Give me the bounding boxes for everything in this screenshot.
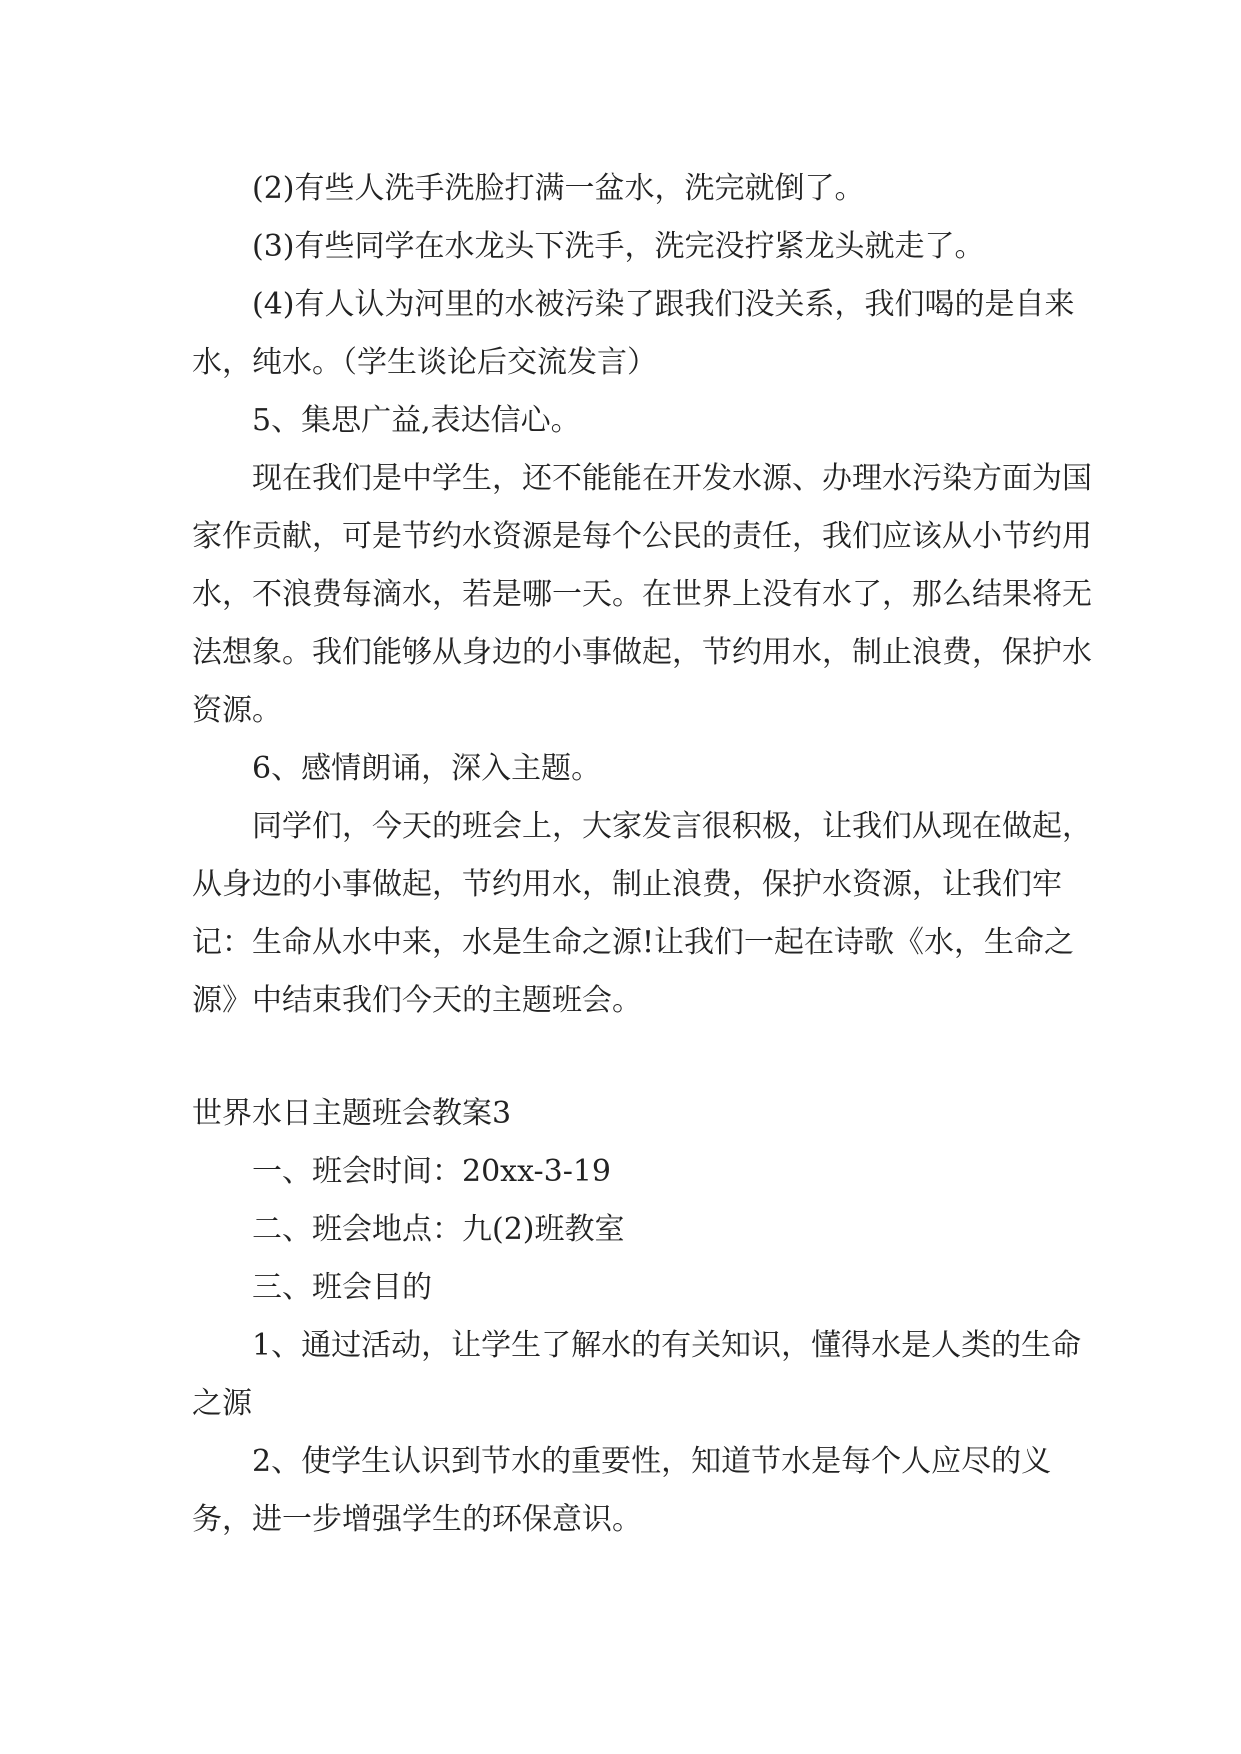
paragraph: (4)有人认为河里的水被污染了跟我们没关系，我们喝的是自来水，纯水。（学生谈论后交流发言） xyxy=(192,287,1075,380)
paragraph: 二、班会地点：九(2)班教室 xyxy=(252,1212,625,1247)
section-spacer xyxy=(192,1030,1092,1085)
section-title: 世界水日主题班会教案3 xyxy=(192,1096,512,1131)
paragraph: 2、使学生认识到节水的重要性，知道节水是每个人应尽的义务，进一步增强学生的环保意识。 xyxy=(192,1444,1052,1537)
paragraph: 现在我们是中学生，还不能能在开发水源、办理水污染方面为国家作贡献，可是节约水资源是每个公民的责任，我们应该从小节约用水，不浪费每滴水，若是哪一天。在世界上没有水了，那么结果将无法想象。我们能够从身边的小事做起，节约用水，制止浪费，保护水资源。 xyxy=(192,461,1092,728)
paragraph: 一、班会时间：20xx-3-19 xyxy=(252,1154,612,1189)
paragraph: (3)有些同学在水龙头下洗手，洗完没拧紧龙头就走了。 xyxy=(252,229,985,264)
paragraph: (2)有些人洗手洗脸打满一盆水，洗完就倒了。 xyxy=(252,171,865,206)
paragraph: 5、集思广益,表达信心。 xyxy=(252,403,581,438)
document-body xyxy=(192,160,1092,1549)
paragraph: 1、通过活动，让学生了解水的有关知识，懂得水是人类的生命之源 xyxy=(192,1328,1082,1421)
paragraph: 三、班会目的 xyxy=(252,1270,432,1305)
paragraph: 同学们，今天的班会上，大家发言很积极，让我们从现在做起，从身边的小事做起，节约用水，制止浪费，保护水资源，让我们牢记：生命从水中来，水是生命之源!让我们一起在诗歌《水，生命之源》中结束我们今天的主题班会。 xyxy=(192,809,1092,1018)
paragraph: 6、感情朗诵，深入主题。 xyxy=(252,751,602,786)
